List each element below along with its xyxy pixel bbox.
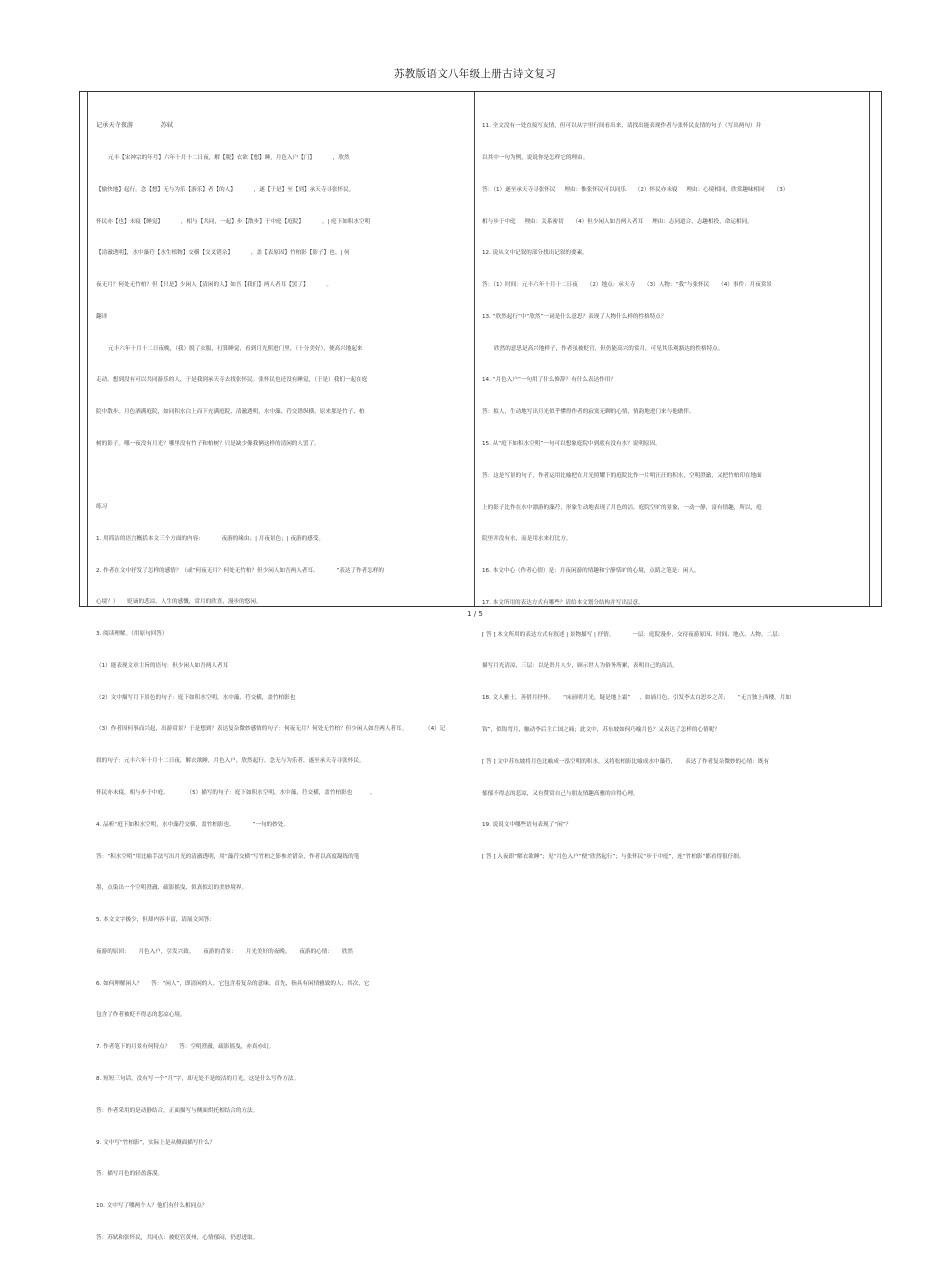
annotated-line: 怀民亦【也】未寝【睡觉】 ，相与【共同，一起】步【散步】于中庭【庭院】 。| 庭下如积水空明 [96, 218, 371, 225]
exercise-line: 墨，点染出一个空明澄澈、疏影摇曳、似真似幻的美妙境界。 [96, 885, 248, 892]
page-number: 1 / 5 [467, 610, 483, 618]
exercise-line: 答：描写月色的轻盈落漠。 [96, 1171, 164, 1178]
exercise-line: 答：作者采用的是动静结合，正面描写与侧面烘托相结合的方法。 [96, 1107, 259, 1114]
exercise-line: 7. 作者笔下的月景有何特点？ 答：空明澄澈，疏影摇曳，亦真亦幻。 [96, 1044, 275, 1051]
annotated-line: 元丰【宋神宗的年号】六年十月十二日夜，解【脱】衣欲【想】睡，月色入户【门】 ，欣然 [108, 154, 350, 161]
question-line: 17. 本文所用的表达方式有哪些？请给本文划分结构并写出层意。 [482, 599, 644, 606]
question-line: [ 答 ] 本文所用的表达方式有叙述 | 景物描写 | 抒情。 一层：庭院漫步，交待夜游原因、时间、地点、人物。二层： [482, 631, 784, 638]
exercise-line: 2. 作者在文中抒发了怎样的感情？（或“何夜无月？何处无竹柏？但少闲人如吾两人者耳。 ”表达了作者怎样的 [96, 567, 385, 574]
question-line: 上的影子比作在水中漂游的藻荇，形象生动地表现了月色的洁，庭院空旷的景象，一动一静，富有情趣，所以，庭 [482, 504, 762, 511]
exercise-label: 练习 [96, 503, 108, 510]
question-line: 18. 文人雅士，善借月抒怀。 “床前明月光，疑是地上霜” ，如诵月色，引发李太白思乡之苦； “无言独上西楼，月如 [482, 695, 791, 702]
exercise-line: 夜游的原因： 月色入户，引发兴致。 夜游的背景： 月光美好的夜晚。 夜游的心情： 欣然 [96, 948, 354, 955]
question-line: 钩”，似钩弯月，触动李后主亡国之痛；此文中，苏东坡如何巧喻月色？又表达了怎样的心情呢？ [482, 727, 720, 734]
translation-line: 树的影子。哪一夜没有月光？哪里没有竹子和柏树？只是缺少像我俩这样的清闲的人罢了。 [96, 441, 320, 447]
question-line: 答：拟人，生动地写出月光似乎懂得作者的寂寞无聊的心情，情韵地进门来与他做伴。 [482, 409, 695, 416]
question-line: 19. 说说文中哪些语句表现了“闲”？ [482, 822, 572, 829]
translation-line: 元丰六年十月十二日夜晚，（我）脱了衣服，打算睡觉，看到月光照进门里，（十分美好），便高兴地起来 [108, 345, 363, 352]
annotated-line: 【愉快地】起行。念【想】无与为乐【游乐】者【的人】 ，遂【于是】至【到】承天寺寻张怀民。 [96, 186, 355, 193]
exercise-line: 3. 阅读理解。（用原句回答） [96, 631, 168, 638]
exercise-line: 4. 品析“庭下如积水空明，水中藻荇交横，盖竹柏影也。 ”一句的妙处。 [96, 821, 289, 828]
exercise-line: 怀民亦未寝，相与步于中庭。 （5）描写的句子：庭下如积水空明，水中藻、荇交横，盖竹柏影也 。 [96, 790, 376, 796]
exercise-line: （1）能表现文章主旨的语句：但少闲人如吾两人者耳 [96, 662, 229, 669]
translation-label: 翻译 [96, 313, 108, 320]
question-line: 11. 全文没有一处直接写友情，但可以从字里行间看出来，请找出能表现作者与张怀民友情的句子（写出两句）并 [482, 123, 762, 130]
left-column [96, 100, 468, 1265]
translation-line: 院中散步。月色洒满庭院，如同积水白上而下充满庭院，清澈透明，水中藻、荇交错纵横，原来那是竹子、柏 [96, 409, 365, 416]
question-line: 16. 本文中心（作者心情）是：月夜闲游的情趣和宁静恬旷的心境，点睛之笔是：闲人。 [482, 568, 700, 575]
question-line: 14. “月色入户”一句用了什么修辞？有什么表达作用？ [482, 377, 616, 384]
exercise-line: 9. 文中写“竹柏影”，实际上是从侧面描写什么？ [96, 1139, 216, 1146]
exercise-line: 6. 如何理解闲人？ 答：“闲人”，即清闲的人。它包含着复杂的意味。首先，指具有闲情雅致的人；其次，它 [96, 980, 370, 987]
exercise-line: 1. 用简洁的语言概括本文三个方面的内容： 夜游的缘由；| 月夜景色；| 夜游的感受。 [96, 535, 325, 542]
question-line: 答：（1）遂至承天寺寻张怀民 理由：惟张怀民可以同乐 （2）怀民亦未寝 理由：心境相同，欣赏趣味相同 （3） [482, 186, 789, 193]
question-line: 15. 从“庭下如积水空明”一句可以想象庭院中到底有没有水？说明原因。 [482, 441, 661, 447]
poem-heading: 记承天寺夜游 苏轼 [96, 122, 174, 130]
exercise-line: 答：“积水空明”用比喻手法写出月光的清澈透明，用“藻荇交横”写竹柏之影参差错杂，作者以高度凝练的笔 [96, 853, 360, 860]
exercise-line: 包含了作者被贬不得志的悲凉心境。 [96, 1012, 186, 1019]
content-table [79, 91, 882, 1241]
annotated-line: 夜无月？何处无竹柏？但【只是】少闲人【清闲的人】如吾【我们】两人者耳【罢了】 。 [96, 282, 332, 289]
exercise-line: 10. 文中写了哪两个人？他们有什么相同点？ [96, 1203, 208, 1210]
annotated-line: 【清澈透明】，水中藻荇【水生植物】交横【交叉错杂】 ，盖【表原因】竹柏影【影子】也。| 何 [96, 250, 350, 257]
translation-line: 走动。想到没有可以共同游乐的人，于是我到承天寺去找张怀民。张怀民也还没有睡觉，（于是）我们一起在庭 [96, 377, 368, 384]
question-line: 12. 说从文中记叙的部分找出记叙的要素。 [482, 250, 588, 257]
question-line: 描写月光清凉，三层：以是贵月人少，顾示世人为俗务所累，表明自己的高洁。 [482, 663, 678, 670]
question-line: 答：（1）时间：元丰六年十月十二日夜 （2）地点：承天寺 （3）人物：“我”与张怀民 （4）事件：月夜赏景 [482, 282, 773, 289]
question-line: 欣然的意思是高兴地样子，作者虽被贬官，但仍能高兴的赏月，可见其乐观豁达的性格特点。 [494, 345, 724, 352]
question-line: 以其中一句为例，说说你是怎样它的理由。 [482, 154, 589, 161]
column-divider [474, 92, 475, 606]
question-line: 院里并没有水，而是用水来打比方。 [482, 536, 572, 543]
exercise-line: （2）文中描写月下景色的句子：庭下如积水空明，水中藻、荇交横，盖竹柏影也 [96, 694, 296, 701]
question-line: 郁郁不得志的悲凉，又有赞赏自己与朋友情趣高雅的自得心理。 [482, 790, 639, 797]
question-line: 相与步于中庭 理由：关系密切 （4）但少闲人如吾两人者耳 理由：志同道合，志趣相投，命运相同。 [482, 218, 753, 225]
exercise-line: 心境？） 贬谪的悲凉，人生的感慨，赏月的欣喜，漫步的悠闲。 [96, 599, 262, 606]
right-column [482, 100, 870, 884]
document-title: 苏教版语文八年级上册古诗文复习 [394, 68, 556, 80]
question-line: [ 答 ] 文中苏东坡将月色比喻成一泓空明的积水，又将松柏影比喻成水中藻荇， 表达了作者复杂微妙的心情：既有 [482, 758, 770, 765]
question-line: 13. “欣然起行”中“欣然”一词是什么意思？表现了人物什么样的性格特点？ [482, 313, 667, 320]
question-line: 答：这是写景的句子，作者运用比喻把在月光照耀下的庭院比作一片明汪汪的积水，空明澄澈，又把竹柏印在地面 [482, 472, 762, 479]
question-line: [ 答 ] 入夜即“解衣欲睡”；见“月色入户”便“欣然起行”；与张怀民“步于中庭”，连“竹柏影”都看得很仔细。 [482, 854, 745, 861]
exercise-line: 叙的句子：元丰六年十月十二日夜，解衣欲睡，月色入户，欣然起行。念无与为乐者，遂至承天寺寻张怀民。 [96, 758, 365, 765]
exercise-line: （3）作者因何事而兴起，出游赏景？于是想到？表达复杂微妙感情的句子：何夜无月？何处无竹柏？但少闲人如吾两人者耳。 （4）记 [96, 726, 446, 733]
exercise-line: 8. 短短三句话，没有写一个“月”字，却无处不是皎洁的月光，这是什么写作方法。 [96, 1076, 300, 1083]
exercise-line: 答：苏轼和张怀民，共同点：被贬官黄州，心情郁闷，仍思进取。 [96, 1234, 259, 1241]
exercise-line: 5. 本文文字极少，但却内容丰富，请展文回答： [96, 917, 215, 924]
left-margin-line [87, 92, 88, 606]
